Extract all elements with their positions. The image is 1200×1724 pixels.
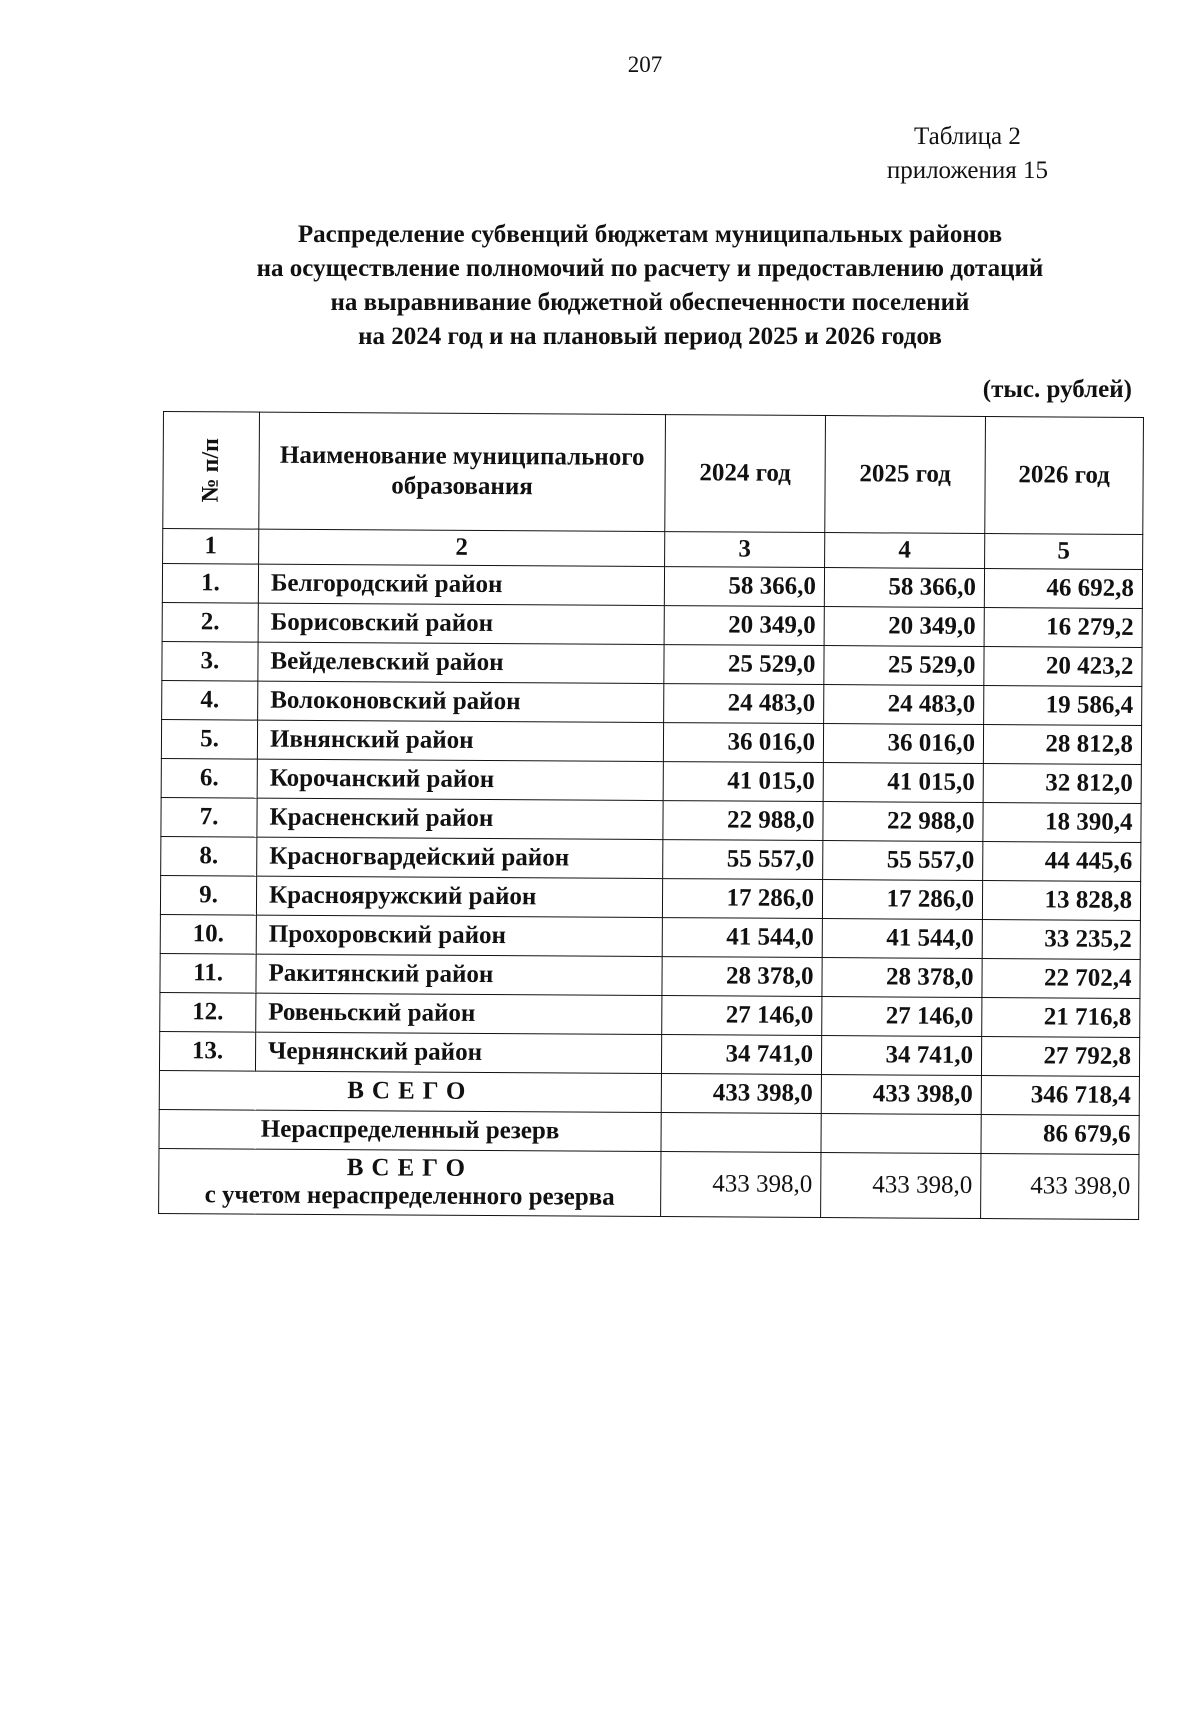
column-number: 4 — [825, 533, 985, 569]
column-number: 5 — [985, 534, 1143, 570]
table-reference-line: Таблица 2 — [913, 123, 1021, 150]
table-row — [159, 1031, 1139, 1076]
value-2025: 41 544,0 — [822, 919, 982, 959]
total-2026: 346 718,4 — [981, 1076, 1139, 1116]
district-name: Ракитянский район — [256, 954, 662, 995]
value-2026: 19 586,4 — [984, 686, 1142, 726]
value-2024: 20 349,0 — [664, 606, 824, 646]
value-2025: 27 146,0 — [822, 997, 982, 1037]
district-name: Прохоровский район — [256, 915, 662, 956]
reserve-2026: 86 679,6 — [981, 1115, 1139, 1155]
value-2024: 36 016,0 — [663, 723, 823, 763]
grand-total-2026: 433 398,0 — [981, 1154, 1139, 1220]
district-name: Краснояружский район — [256, 876, 662, 917]
value-2025: 36 016,0 — [823, 724, 983, 764]
page-number: 207 — [627, 52, 663, 77]
header-2025: 2025 год — [825, 416, 986, 534]
row-number: 3. — [162, 641, 258, 681]
header-2026: 2026 год — [985, 417, 1144, 535]
table-reference-line: приложения 15 — [886, 157, 1048, 184]
row-number: 10. — [160, 914, 256, 954]
value-2026: 46 692,8 — [984, 569, 1142, 609]
total-row — [159, 1070, 1139, 1115]
value-2024: 34 741,0 — [661, 1035, 821, 1075]
value-2026: 13 828,8 — [982, 881, 1140, 921]
district-name: Белгородский район — [258, 564, 664, 605]
units-label: (тыс. рублей) — [982, 376, 1132, 403]
district-name: Борисовский район — [258, 603, 664, 644]
reserve-row — [159, 1109, 1139, 1154]
subvention-table — [158, 411, 1144, 1220]
value-2026: 33 235,2 — [982, 920, 1140, 960]
row-number: 9. — [160, 875, 256, 915]
row-number: 7. — [161, 797, 257, 837]
value-2024: 17 286,0 — [662, 879, 822, 919]
column-number-row — [163, 529, 1143, 570]
value-2025: 17 286,0 — [822, 880, 982, 920]
column-number: 3 — [665, 532, 825, 568]
grand-total-2024: 433 398,0 — [661, 1152, 821, 1218]
title-line: на осуществление полномочий по расчету и предоставлению дотаций — [256, 255, 1044, 282]
value-2026: 16 279,2 — [984, 608, 1142, 648]
row-number: 4. — [162, 680, 258, 720]
value-2026: 22 702,4 — [982, 959, 1140, 999]
value-2026: 21 716,8 — [982, 998, 1140, 1038]
grand-total-label — [159, 1148, 661, 1216]
value-2025: 58 366,0 — [824, 568, 984, 608]
table-row — [161, 836, 1141, 881]
district-name: Красногвардейский район — [257, 837, 663, 878]
district-name: Вейделевский район — [258, 642, 664, 683]
table-row — [161, 719, 1141, 764]
table-row — [162, 680, 1142, 725]
header-number — [163, 412, 260, 530]
column-number: 1 — [163, 529, 259, 565]
value-2026: 18 390,4 — [983, 803, 1141, 843]
header-name: Наименование муниципального образования — [259, 412, 666, 531]
value-2026: 28 812,8 — [983, 725, 1141, 765]
table-row — [161, 797, 1141, 842]
value-2026: 44 445,6 — [983, 842, 1141, 882]
value-2025: 20 349,0 — [824, 607, 984, 647]
value-2024: 27 146,0 — [662, 996, 822, 1036]
value-2025: 55 557,0 — [823, 841, 983, 881]
value-2024: 55 557,0 — [663, 840, 823, 880]
value-2026: 27 792,8 — [981, 1037, 1139, 1077]
value-2025: 28 378,0 — [822, 958, 982, 998]
value-2025: 41 015,0 — [823, 763, 983, 803]
row-number: 12. — [160, 992, 256, 1032]
district-name: Волоконовский район — [258, 681, 664, 722]
document-title — [190, 218, 1110, 354]
title-line: на выравнивание бюджетной обеспеченности поселений — [330, 289, 970, 316]
grand-total-2025: 433 398,0 — [821, 1153, 981, 1219]
value-2024: 25 529,0 — [664, 645, 824, 685]
district-name: Ивнянский район — [257, 720, 663, 761]
table-row — [160, 992, 1140, 1037]
header-2024: 2024 год — [665, 415, 826, 533]
row-number: 2. — [162, 602, 258, 642]
table-reference — [887, 120, 1048, 188]
table-row — [160, 914, 1140, 959]
title-line: на 2024 год и на плановый период 2025 и 2026 годов — [358, 323, 942, 350]
district-name: Красненский район — [257, 798, 663, 839]
total-2024: 433 398,0 — [661, 1074, 821, 1114]
table-row — [161, 758, 1141, 803]
table-row — [160, 953, 1140, 998]
grand-total-row — [159, 1148, 1139, 1219]
row-number: 8. — [161, 836, 257, 876]
row-number: 5. — [161, 719, 257, 759]
table-row — [162, 641, 1142, 686]
value-2025: 22 988,0 — [823, 802, 983, 842]
value-2026: 32 812,0 — [983, 764, 1141, 804]
total-2025: 433 398,0 — [821, 1075, 981, 1115]
value-2024: 28 378,0 — [662, 957, 822, 997]
value-2024: 41 015,0 — [663, 762, 823, 802]
column-number: 2 — [259, 529, 665, 566]
row-number: 11. — [160, 953, 256, 993]
grand-total-label-line: ВСЕГО — [346, 1154, 474, 1182]
table-row — [162, 602, 1142, 647]
value-2024: 41 544,0 — [662, 918, 822, 958]
value-2025: 25 529,0 — [824, 646, 984, 686]
row-number: 6. — [161, 758, 257, 798]
reserve-2024 — [661, 1113, 821, 1153]
value-2025: 24 483,0 — [824, 685, 984, 725]
reserve-2025 — [821, 1114, 981, 1154]
value-2024: 22 988,0 — [663, 801, 823, 841]
district-name: Корочанский район — [257, 759, 663, 800]
title-line: Распределение субвенций бюджетам муниципальных районов — [297, 221, 1003, 248]
table-container — [158, 411, 1143, 1220]
value-2024: 58 366,0 — [664, 567, 824, 607]
grand-total-label-line: с учетом нераспределенного резерва — [204, 1181, 615, 1211]
reserve-label: Нераспределенный резерв — [159, 1109, 661, 1151]
total-label: ВСЕГО — [159, 1070, 661, 1112]
header-number-label: № п/п — [197, 437, 225, 503]
district-name: Чернянский район — [255, 1032, 661, 1073]
table-row — [160, 875, 1140, 920]
table-row — [162, 564, 1142, 609]
row-number: 1. — [162, 564, 258, 604]
value-2025: 34 741,0 — [821, 1036, 981, 1076]
row-number: 13. — [159, 1031, 255, 1071]
value-2026: 20 423,2 — [984, 647, 1142, 687]
district-name: Ровеньский район — [256, 993, 662, 1034]
header-row — [163, 412, 1144, 535]
value-2024: 24 483,0 — [664, 684, 824, 724]
